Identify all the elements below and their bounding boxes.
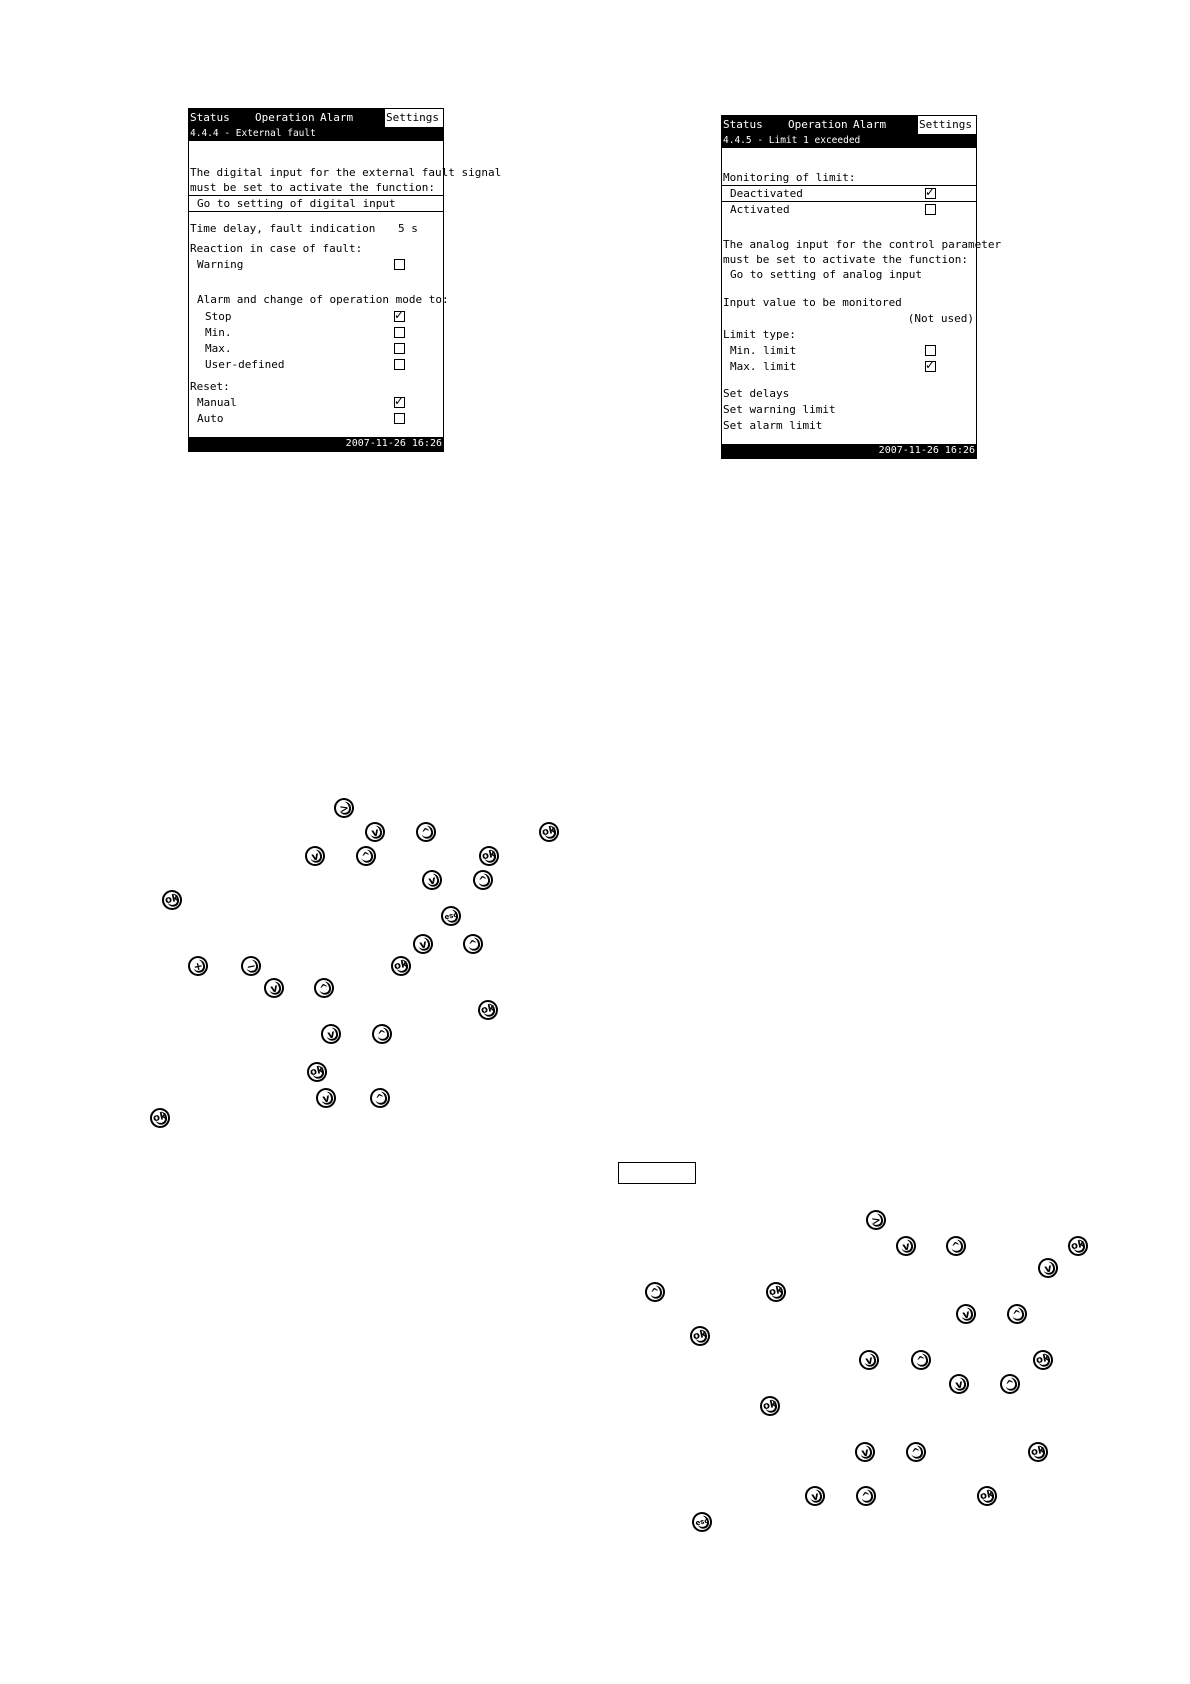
ok-button-icon: ok bbox=[477, 844, 501, 868]
ok-button-icon: ok bbox=[1031, 1348, 1055, 1372]
up-arrow-button-icon: ^ bbox=[998, 1372, 1022, 1396]
ok-button-icon: ok bbox=[688, 1324, 712, 1348]
up-arrow-button-icon: ^ bbox=[854, 1484, 878, 1508]
auto-label: Auto bbox=[197, 412, 224, 425]
down-arrow-button-icon: v bbox=[314, 1086, 338, 1110]
esc-button-icon: esc bbox=[439, 904, 463, 928]
tab-operation[interactable]: Operation bbox=[788, 118, 848, 131]
ok-button-icon: ok bbox=[389, 954, 413, 978]
tab-bar bbox=[189, 109, 443, 127]
ok-button-icon: ok bbox=[148, 1106, 172, 1130]
down-arrow-button-icon: v bbox=[420, 868, 444, 892]
deactivated-label: Deactivated bbox=[722, 185, 976, 202]
empty-frame-box bbox=[618, 1162, 696, 1184]
deactivated-checkbox[interactable] bbox=[925, 185, 936, 199]
limit-type-heading: Limit type: bbox=[723, 328, 796, 341]
ok-button-icon: ok bbox=[476, 998, 500, 1022]
activated-label: Activated bbox=[730, 203, 790, 216]
goto-digital-input-link[interactable]: Go to setting of digital input bbox=[189, 195, 443, 212]
auto-checkbox[interactable] bbox=[394, 413, 405, 424]
min-checkbox[interactable] bbox=[394, 327, 405, 338]
check-mark-icon: ✓ bbox=[925, 185, 936, 199]
min-limit-label: Min. limit bbox=[730, 344, 797, 357]
activated-checkbox[interactable] bbox=[925, 204, 936, 215]
status-datetime: 2007-11-26 16:26 bbox=[722, 444, 976, 458]
ok-button-icon: ok bbox=[160, 888, 184, 912]
intro-text-line-2: must be set to activate the function: bbox=[723, 253, 969, 266]
ok-button-icon: ok bbox=[758, 1394, 782, 1418]
manual-label: Manual bbox=[197, 396, 237, 409]
right-arrow-button-icon: > bbox=[332, 796, 356, 820]
up-arrow-button-icon: ^ bbox=[904, 1440, 928, 1464]
check-mark-icon: ✓ bbox=[925, 358, 936, 372]
up-arrow-button-icon: ^ bbox=[909, 1348, 933, 1372]
max-checkbox[interactable] bbox=[394, 343, 405, 354]
up-arrow-button-icon: ^ bbox=[461, 932, 485, 956]
up-arrow-button-icon: ^ bbox=[471, 868, 495, 892]
min-limit-checkbox[interactable] bbox=[925, 345, 936, 356]
minus-button-icon: − bbox=[239, 954, 263, 978]
delay-value[interactable]: 5 s bbox=[398, 222, 418, 235]
warning-label: Warning bbox=[197, 258, 244, 271]
max-limit-checkbox[interactable] bbox=[925, 358, 936, 372]
reaction-heading: Reaction in case of fault: bbox=[190, 242, 363, 255]
up-arrow-button-icon: ^ bbox=[368, 1086, 392, 1110]
down-arrow-button-icon: v bbox=[1036, 1256, 1060, 1280]
tab-settings[interactable]: Settings bbox=[384, 109, 443, 127]
ok-button-icon: ok bbox=[975, 1484, 999, 1508]
max-label: Max. bbox=[205, 342, 232, 355]
goto-analog-input-link[interactable]: Go to setting of analog input bbox=[730, 268, 923, 281]
user-defined-checkbox[interactable] bbox=[394, 359, 405, 370]
user-defined-label: User-defined bbox=[205, 358, 285, 371]
check-mark-icon: ✓ bbox=[394, 308, 405, 322]
down-arrow-button-icon: v bbox=[857, 1348, 881, 1372]
min-label: Min. bbox=[205, 326, 232, 339]
plus-button-icon: + bbox=[186, 954, 210, 978]
down-arrow-button-icon: v bbox=[947, 1372, 971, 1396]
limit-exceeded-screen bbox=[721, 115, 1002, 459]
up-arrow-button-icon: ^ bbox=[354, 844, 378, 868]
stop-label: Stop bbox=[205, 310, 232, 323]
down-arrow-button-icon: v bbox=[411, 932, 435, 956]
down-arrow-button-icon: v bbox=[303, 844, 327, 868]
breadcrumb: 4.4.4 - External fault bbox=[189, 127, 443, 141]
reset-heading: Reset: bbox=[190, 380, 230, 393]
intro-text-line-2: must be set to activate the function: bbox=[190, 181, 436, 194]
ok-button-icon: ok bbox=[305, 1060, 329, 1084]
up-arrow-button-icon: ^ bbox=[1005, 1302, 1029, 1326]
set-alarm-limit-link[interactable]: Set alarm limit bbox=[723, 419, 823, 432]
tab-settings[interactable]: Settings bbox=[917, 116, 976, 134]
intro-text-line-1: The digital input for the external fault signal bbox=[190, 166, 502, 179]
down-arrow-button-icon: v bbox=[319, 1022, 343, 1046]
status-datetime: 2007-11-26 16:26 bbox=[189, 437, 443, 451]
set-warning-limit-link[interactable]: Set warning limit bbox=[723, 403, 836, 416]
external-fault-screen bbox=[188, 108, 502, 452]
up-arrow-button-icon: ^ bbox=[944, 1234, 968, 1258]
input-monitored-label: Input value to be monitored bbox=[723, 296, 902, 309]
down-arrow-button-icon: v bbox=[262, 976, 286, 1000]
ok-button-icon: ok bbox=[1066, 1234, 1090, 1258]
monitoring-heading: Monitoring of limit: bbox=[723, 171, 856, 184]
ok-button-icon: ok bbox=[764, 1280, 788, 1304]
input-monitored-value[interactable]: (Not used) bbox=[907, 312, 974, 325]
up-arrow-button-icon: ^ bbox=[643, 1280, 667, 1304]
check-mark-icon: ✓ bbox=[394, 394, 405, 408]
tab-status[interactable]: Status bbox=[190, 111, 230, 124]
breadcrumb: 4.4.5 - Limit 1 exceeded bbox=[722, 134, 976, 148]
warning-checkbox[interactable] bbox=[394, 259, 405, 270]
ok-button-icon: ok bbox=[537, 820, 561, 844]
down-arrow-button-icon: v bbox=[363, 820, 387, 844]
set-delays-link[interactable]: Set delays bbox=[723, 387, 790, 400]
up-arrow-button-icon: ^ bbox=[370, 1022, 394, 1046]
esc-button-icon: esc bbox=[690, 1510, 714, 1534]
alarm-heading: Alarm and change of operation mode to: bbox=[197, 293, 449, 306]
tab-alarm[interactable]: Alarm bbox=[320, 111, 354, 124]
down-arrow-button-icon: v bbox=[803, 1484, 827, 1508]
tab-operation[interactable]: Operation bbox=[255, 111, 315, 124]
tab-bar bbox=[722, 116, 976, 134]
intro-text-line-1: The analog input for the control parameter bbox=[723, 238, 1002, 251]
tab-status[interactable]: Status bbox=[723, 118, 763, 131]
ok-button-icon: ok bbox=[1026, 1440, 1050, 1464]
down-arrow-button-icon: v bbox=[894, 1234, 918, 1258]
right-arrow-button-icon: > bbox=[864, 1208, 888, 1232]
up-arrow-button-icon: ^ bbox=[312, 976, 336, 1000]
max-limit-label: Max. limit bbox=[730, 360, 797, 373]
delay-label: Time delay, fault indication bbox=[190, 222, 376, 235]
tab-alarm[interactable]: Alarm bbox=[853, 118, 887, 131]
down-arrow-button-icon: v bbox=[853, 1440, 877, 1464]
stop-checkbox[interactable] bbox=[394, 308, 405, 322]
down-arrow-button-icon: v bbox=[954, 1302, 978, 1326]
up-arrow-button-icon: ^ bbox=[414, 820, 438, 844]
manual-checkbox[interactable] bbox=[394, 394, 405, 408]
